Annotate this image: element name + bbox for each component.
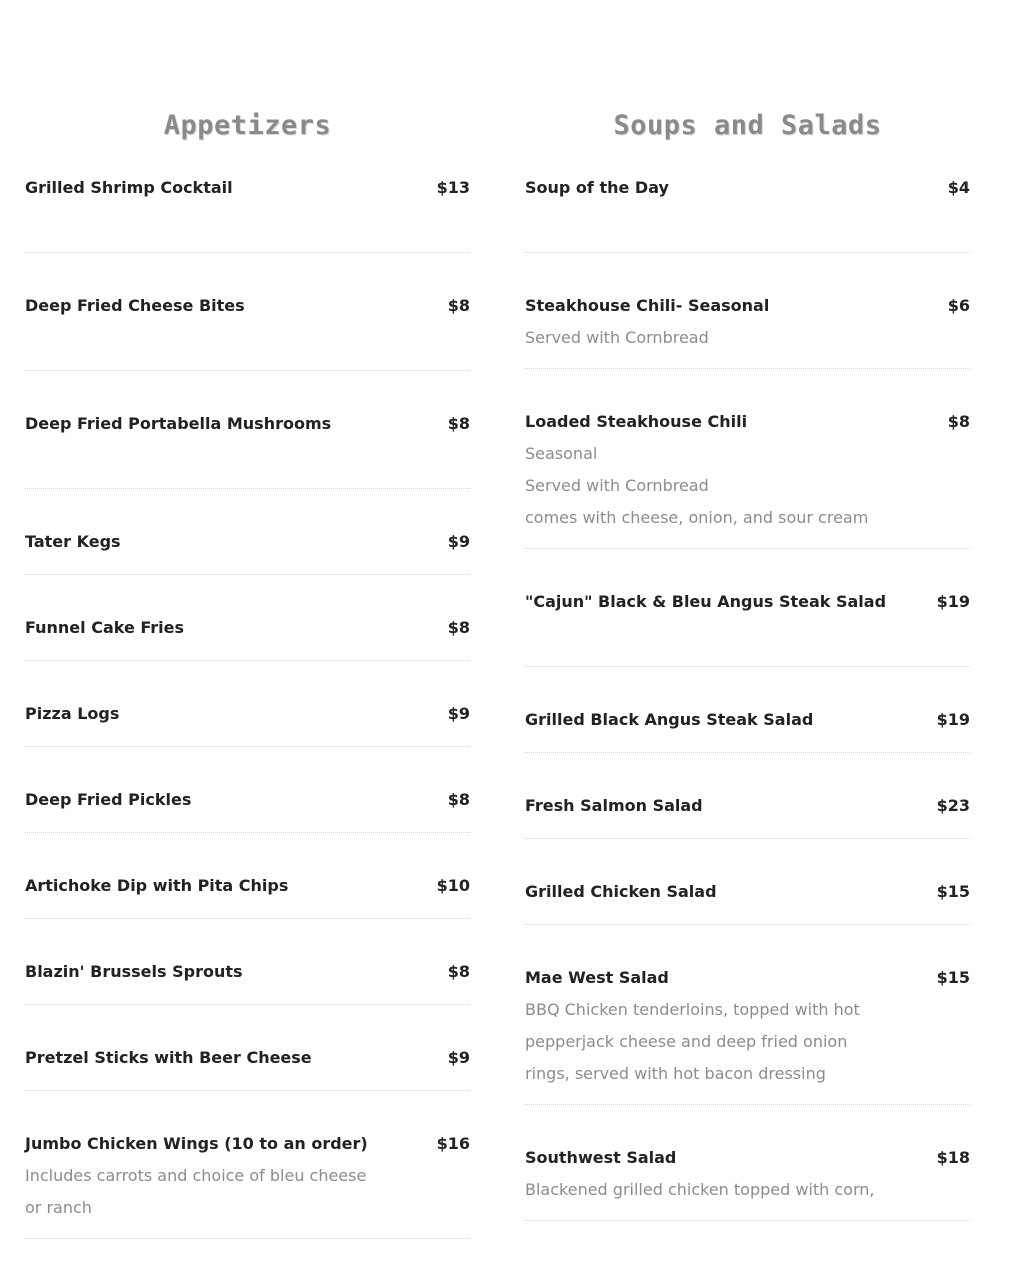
menu-item bbox=[25, 610, 470, 661]
menu-item-price: $4 bbox=[947, 178, 970, 197]
menu-item-price: $16 bbox=[436, 1134, 470, 1153]
menu-item-description: Blackened grilled chicken topped with corn, bbox=[525, 1180, 875, 1199]
menu-item-price: $8 bbox=[447, 618, 470, 637]
menu-item-name: Fresh Salmon Salad bbox=[525, 796, 703, 815]
menu-item bbox=[25, 1040, 470, 1091]
menu-item bbox=[25, 868, 470, 919]
menu-item-price: $10 bbox=[436, 876, 470, 895]
menu-item-price: $15 bbox=[936, 968, 970, 987]
menu-item bbox=[525, 584, 970, 667]
menu-item-price: $8 bbox=[447, 414, 470, 433]
menu-item-description: Seasonal bbox=[525, 444, 598, 463]
menu-item-name: Deep Fried Pickles bbox=[25, 790, 192, 809]
menu-item-name: Pretzel Sticks with Beer Cheese bbox=[25, 1048, 312, 1067]
menu-item-name: "Cajun" Black & Bleu Angus Steak Salad bbox=[525, 592, 887, 611]
menu-item-name: Deep Fried Portabella Mushrooms bbox=[25, 414, 332, 433]
appetizers-heading: Appetizers bbox=[163, 110, 332, 142]
menu-item-name: Tater Kegs bbox=[25, 532, 121, 551]
menu-item-name: Grilled Chicken Salad bbox=[525, 882, 717, 901]
menu-item bbox=[25, 1126, 470, 1239]
menu-item-name: Deep Fried Cheese Bites bbox=[25, 296, 245, 315]
menu-item-price: $19 bbox=[936, 710, 970, 729]
menu-item-name: Soup of the Day bbox=[525, 178, 669, 197]
menu-item bbox=[525, 170, 970, 253]
menu-item bbox=[25, 406, 470, 489]
soups-salads-list bbox=[525, 170, 970, 1256]
menu-item-price: $9 bbox=[447, 704, 470, 723]
menu-item-price: $19 bbox=[936, 592, 970, 611]
menu-item-name: Loaded Steakhouse Chili bbox=[525, 412, 748, 431]
menu-item-name: Pizza Logs bbox=[25, 704, 120, 723]
menu-item-price: $8 bbox=[447, 790, 470, 809]
menu-item-price: $9 bbox=[447, 532, 470, 551]
menu-item-name: Grilled Black Angus Steak Salad bbox=[525, 710, 814, 729]
appetizers-list bbox=[25, 170, 470, 1274]
menu-item-price: $8 bbox=[947, 412, 970, 431]
menu-item-price: $18 bbox=[936, 1148, 970, 1167]
menu-item-description: comes with cheese, onion, and sour cream bbox=[525, 508, 869, 527]
menu-item-description: Served with Cornbread bbox=[525, 328, 709, 347]
menu-item bbox=[25, 288, 470, 371]
menu-item bbox=[25, 782, 470, 833]
menu-item-name: Artichoke Dip with Pita Chips bbox=[25, 876, 289, 895]
menu-item bbox=[525, 960, 970, 1105]
menu-item bbox=[25, 954, 470, 1005]
menu-item-price: $8 bbox=[447, 962, 470, 981]
menu-item-name: Jumbo Chicken Wings (10 to an order) bbox=[25, 1134, 368, 1153]
menu-item-name: Mae West Salad bbox=[525, 968, 669, 987]
menu-item-name: Steakhouse Chili- Seasonal bbox=[525, 296, 770, 315]
menu-item bbox=[525, 702, 970, 753]
menu-item bbox=[25, 170, 470, 253]
menu-item-price: $9 bbox=[447, 1048, 470, 1067]
menu-item-price: $15 bbox=[936, 882, 970, 901]
menu-item bbox=[525, 1140, 970, 1221]
menu-item bbox=[525, 788, 970, 839]
menu-item bbox=[25, 524, 470, 575]
menu-item-price: $13 bbox=[436, 178, 470, 197]
menu-item bbox=[25, 696, 470, 747]
menu-item-price: $6 bbox=[947, 296, 970, 315]
menu-item-name: Funnel Cake Fries bbox=[25, 618, 185, 637]
menu-item-price: $8 bbox=[447, 296, 470, 315]
menu-item-price: $23 bbox=[936, 796, 970, 815]
menu-item-name: Southwest Salad bbox=[525, 1148, 677, 1167]
menu-item bbox=[525, 288, 970, 369]
menu-item-name: Grilled Shrimp Cocktail bbox=[25, 178, 233, 197]
soups-salads-heading: Soups and Salads bbox=[613, 110, 882, 142]
menu-item bbox=[525, 404, 970, 549]
menu-item-description: Includes carrots and choice of bleu cheese or ranch bbox=[25, 1166, 367, 1217]
menu-item-description: Served with Cornbread bbox=[525, 476, 709, 495]
menu-item bbox=[525, 874, 970, 925]
menu-item-description: BBQ Chicken tenderloins, topped with hot pepperjack cheese and deep fried onion rings, served with hot bacon dressing bbox=[525, 1000, 860, 1083]
menu-item-name: Blazin' Brussels Sprouts bbox=[25, 962, 243, 981]
